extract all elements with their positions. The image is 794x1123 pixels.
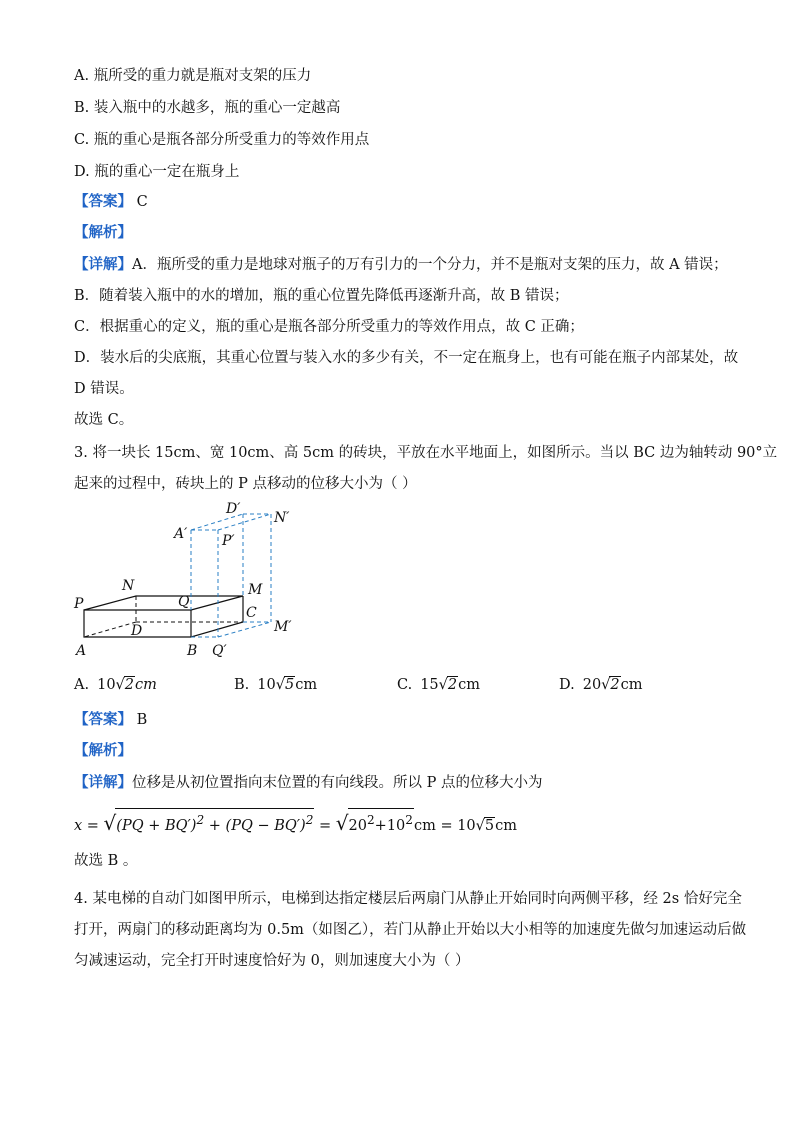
brick-top-face xyxy=(84,596,243,610)
formula-exp: 2 xyxy=(366,813,375,827)
formula-result-radicand: 5 xyxy=(484,817,495,834)
formula-radicand-2 xyxy=(348,808,414,837)
answer-tag: 【答案】 xyxy=(74,193,132,210)
q3-option-d xyxy=(559,676,643,693)
label-m: M xyxy=(248,582,263,598)
option-label: C. xyxy=(397,677,413,693)
option-radicand: 5 xyxy=(284,677,295,693)
detail-tag: 【详解】 xyxy=(74,256,132,273)
sqrt-icon: √ xyxy=(103,810,117,835)
q3-formula xyxy=(74,808,517,838)
option-radicand: 2 xyxy=(447,677,458,693)
formula-exp: 2 xyxy=(305,813,314,827)
formula-plus: + xyxy=(374,817,387,834)
q4-stem-line-3: 匀减速运动，完全打开时速度恰好为 0，则加速度大小为（ ） xyxy=(74,953,470,969)
option-coef: 10 xyxy=(257,677,276,693)
detail-text: 位移是从初位置指向末位置的有向线段。所以 P 点的位移大小为 xyxy=(132,775,543,791)
sqrt-icon: √ xyxy=(601,677,611,693)
sqrt-icon: √ xyxy=(475,817,485,834)
q4-stem-line-1: 4. 某电梯的自动门如图甲所示，电梯到达指定楼层后两扇门从静止开始同时向两侧平移，经 2s 恰好完全 xyxy=(74,891,742,907)
answer-value: C xyxy=(136,194,148,210)
formula-exp: 2 xyxy=(196,813,205,827)
sqrt-icon: √ xyxy=(438,677,448,693)
label-a: A xyxy=(76,643,87,659)
q2-option-c: C. 瓶的重心是瓶各部分所受重力的等效作用点 xyxy=(74,132,370,148)
answer-tag: 【答案】 xyxy=(74,711,132,728)
formula-mid-radicand: 20 xyxy=(348,817,367,834)
brick-rotation-figure xyxy=(70,500,330,665)
label-a-prime: A′ xyxy=(174,526,188,542)
detail-text: A．瓶所受的重力是地球对瓶子的万有引力的一个分力，并不是瓶对支架的压力，故 A 错误； xyxy=(132,257,728,273)
formula-unit: cm xyxy=(413,817,436,834)
q3-answer-row xyxy=(74,710,147,730)
option-label: A. xyxy=(74,677,90,693)
formula-term-2: (PQ − BQ′) xyxy=(225,817,306,834)
q3-detail-line xyxy=(74,773,542,793)
q2-option-d: D. 瓶的重心一定在瓶身上 xyxy=(74,164,240,180)
q3-option-a xyxy=(74,676,157,693)
option-unit: cm xyxy=(295,677,318,693)
q2-option-a: A. 瓶所受的重力就是瓶对支架的压力 xyxy=(74,68,312,84)
option-coef: 15 xyxy=(420,677,439,693)
option-unit: cm xyxy=(135,677,157,693)
option-radicand: 2 xyxy=(124,677,135,693)
option-coef: 20 xyxy=(582,677,602,693)
analysis-tag: 【解析】 xyxy=(74,742,132,759)
q3-stem-line-1: 3. 将一块长 15cm、宽 10cm、高 5cm 的砖块，平放在水平地面上，如图所示。当以 BC 边为轴转动 90°立 xyxy=(74,445,778,461)
detail-tag: 【详解】 xyxy=(74,774,132,791)
q2-detail-line-3: C．根据重心的定义，瓶的重心是瓶各部分所受重力的等效作用点，故 C 正确； xyxy=(74,319,584,335)
label-d-prime: D′ xyxy=(226,501,241,517)
analysis-tag: 【解析】 xyxy=(74,224,132,241)
q4-stem-line-2: 打开，两扇门的移动距离均为 0.5m（如图乙），若门从静止开始以大小相等的加速度先做匀加速运动后做 xyxy=(74,922,747,938)
formula-eq: = xyxy=(319,817,332,834)
q3-stem-line-2: 起来的过程中，砖块上的 P 点移动的位移大小为（ ） xyxy=(74,476,417,492)
label-p-prime: P′ xyxy=(222,533,235,549)
q3-conclusion: 故选 B 。 xyxy=(74,853,138,869)
formula-mid-radicand-2: 10 xyxy=(386,817,406,834)
q2-analysis-tag xyxy=(74,223,132,243)
option-radicand: 2 xyxy=(610,677,620,693)
formula-exp: 2 xyxy=(405,813,413,827)
answer-value: B xyxy=(136,712,148,728)
label-m-prime: M′ xyxy=(274,619,292,635)
option-unit: cm xyxy=(620,677,643,693)
q2-detail-line-4: D．装水后的尖底瓶，其重心位置与装入水的多少有关，不一定在瓶身上，也有可能在瓶子内部某处，故 xyxy=(74,350,739,366)
q2-detail-line-5: D 错误。 xyxy=(74,381,134,397)
formula-eq: = xyxy=(440,817,453,834)
brick-right-face xyxy=(191,596,243,637)
option-unit: cm xyxy=(458,677,480,693)
option-label: D. xyxy=(559,677,575,693)
formula-plus: + xyxy=(208,817,221,834)
q3-options xyxy=(74,676,714,698)
q2-option-b: B. 装入瓶中的水越多，瓶的重心一定越高 xyxy=(74,100,341,116)
formula-result-coef: 10 xyxy=(457,817,476,834)
option-label: B. xyxy=(234,677,250,693)
q2-answer-row xyxy=(74,192,148,212)
q2-detail-line-2: B．随着装入瓶中的水的增加，瓶的重心位置先降低再逐渐升高，故 B 错误； xyxy=(74,288,569,304)
formula-lhs: x = xyxy=(74,817,99,834)
q3-option-c xyxy=(397,676,480,693)
q2-detail-line-1 xyxy=(74,255,728,275)
label-p: P xyxy=(74,596,84,612)
label-n: N xyxy=(122,578,135,594)
formula-unit: cm xyxy=(495,817,518,834)
sqrt-icon: √ xyxy=(335,810,349,835)
label-b: B xyxy=(187,643,198,659)
q2-conclusion: 故选 C。 xyxy=(74,412,134,428)
label-d: D xyxy=(131,623,143,639)
sqrt-icon: √ xyxy=(275,677,285,693)
option-coef: 10 xyxy=(97,677,116,693)
sqrt-icon: √ xyxy=(115,677,125,693)
label-q-prime: Q′ xyxy=(212,643,227,659)
label-q: Q xyxy=(178,594,190,610)
q3-option-b xyxy=(234,676,317,693)
formula-term-1: (PQ + BQ′) xyxy=(116,817,197,834)
label-n-prime: N′ xyxy=(274,510,290,526)
label-c: C xyxy=(246,605,257,621)
q3-analysis-tag xyxy=(74,741,132,761)
formula-radicand-1 xyxy=(115,808,314,837)
